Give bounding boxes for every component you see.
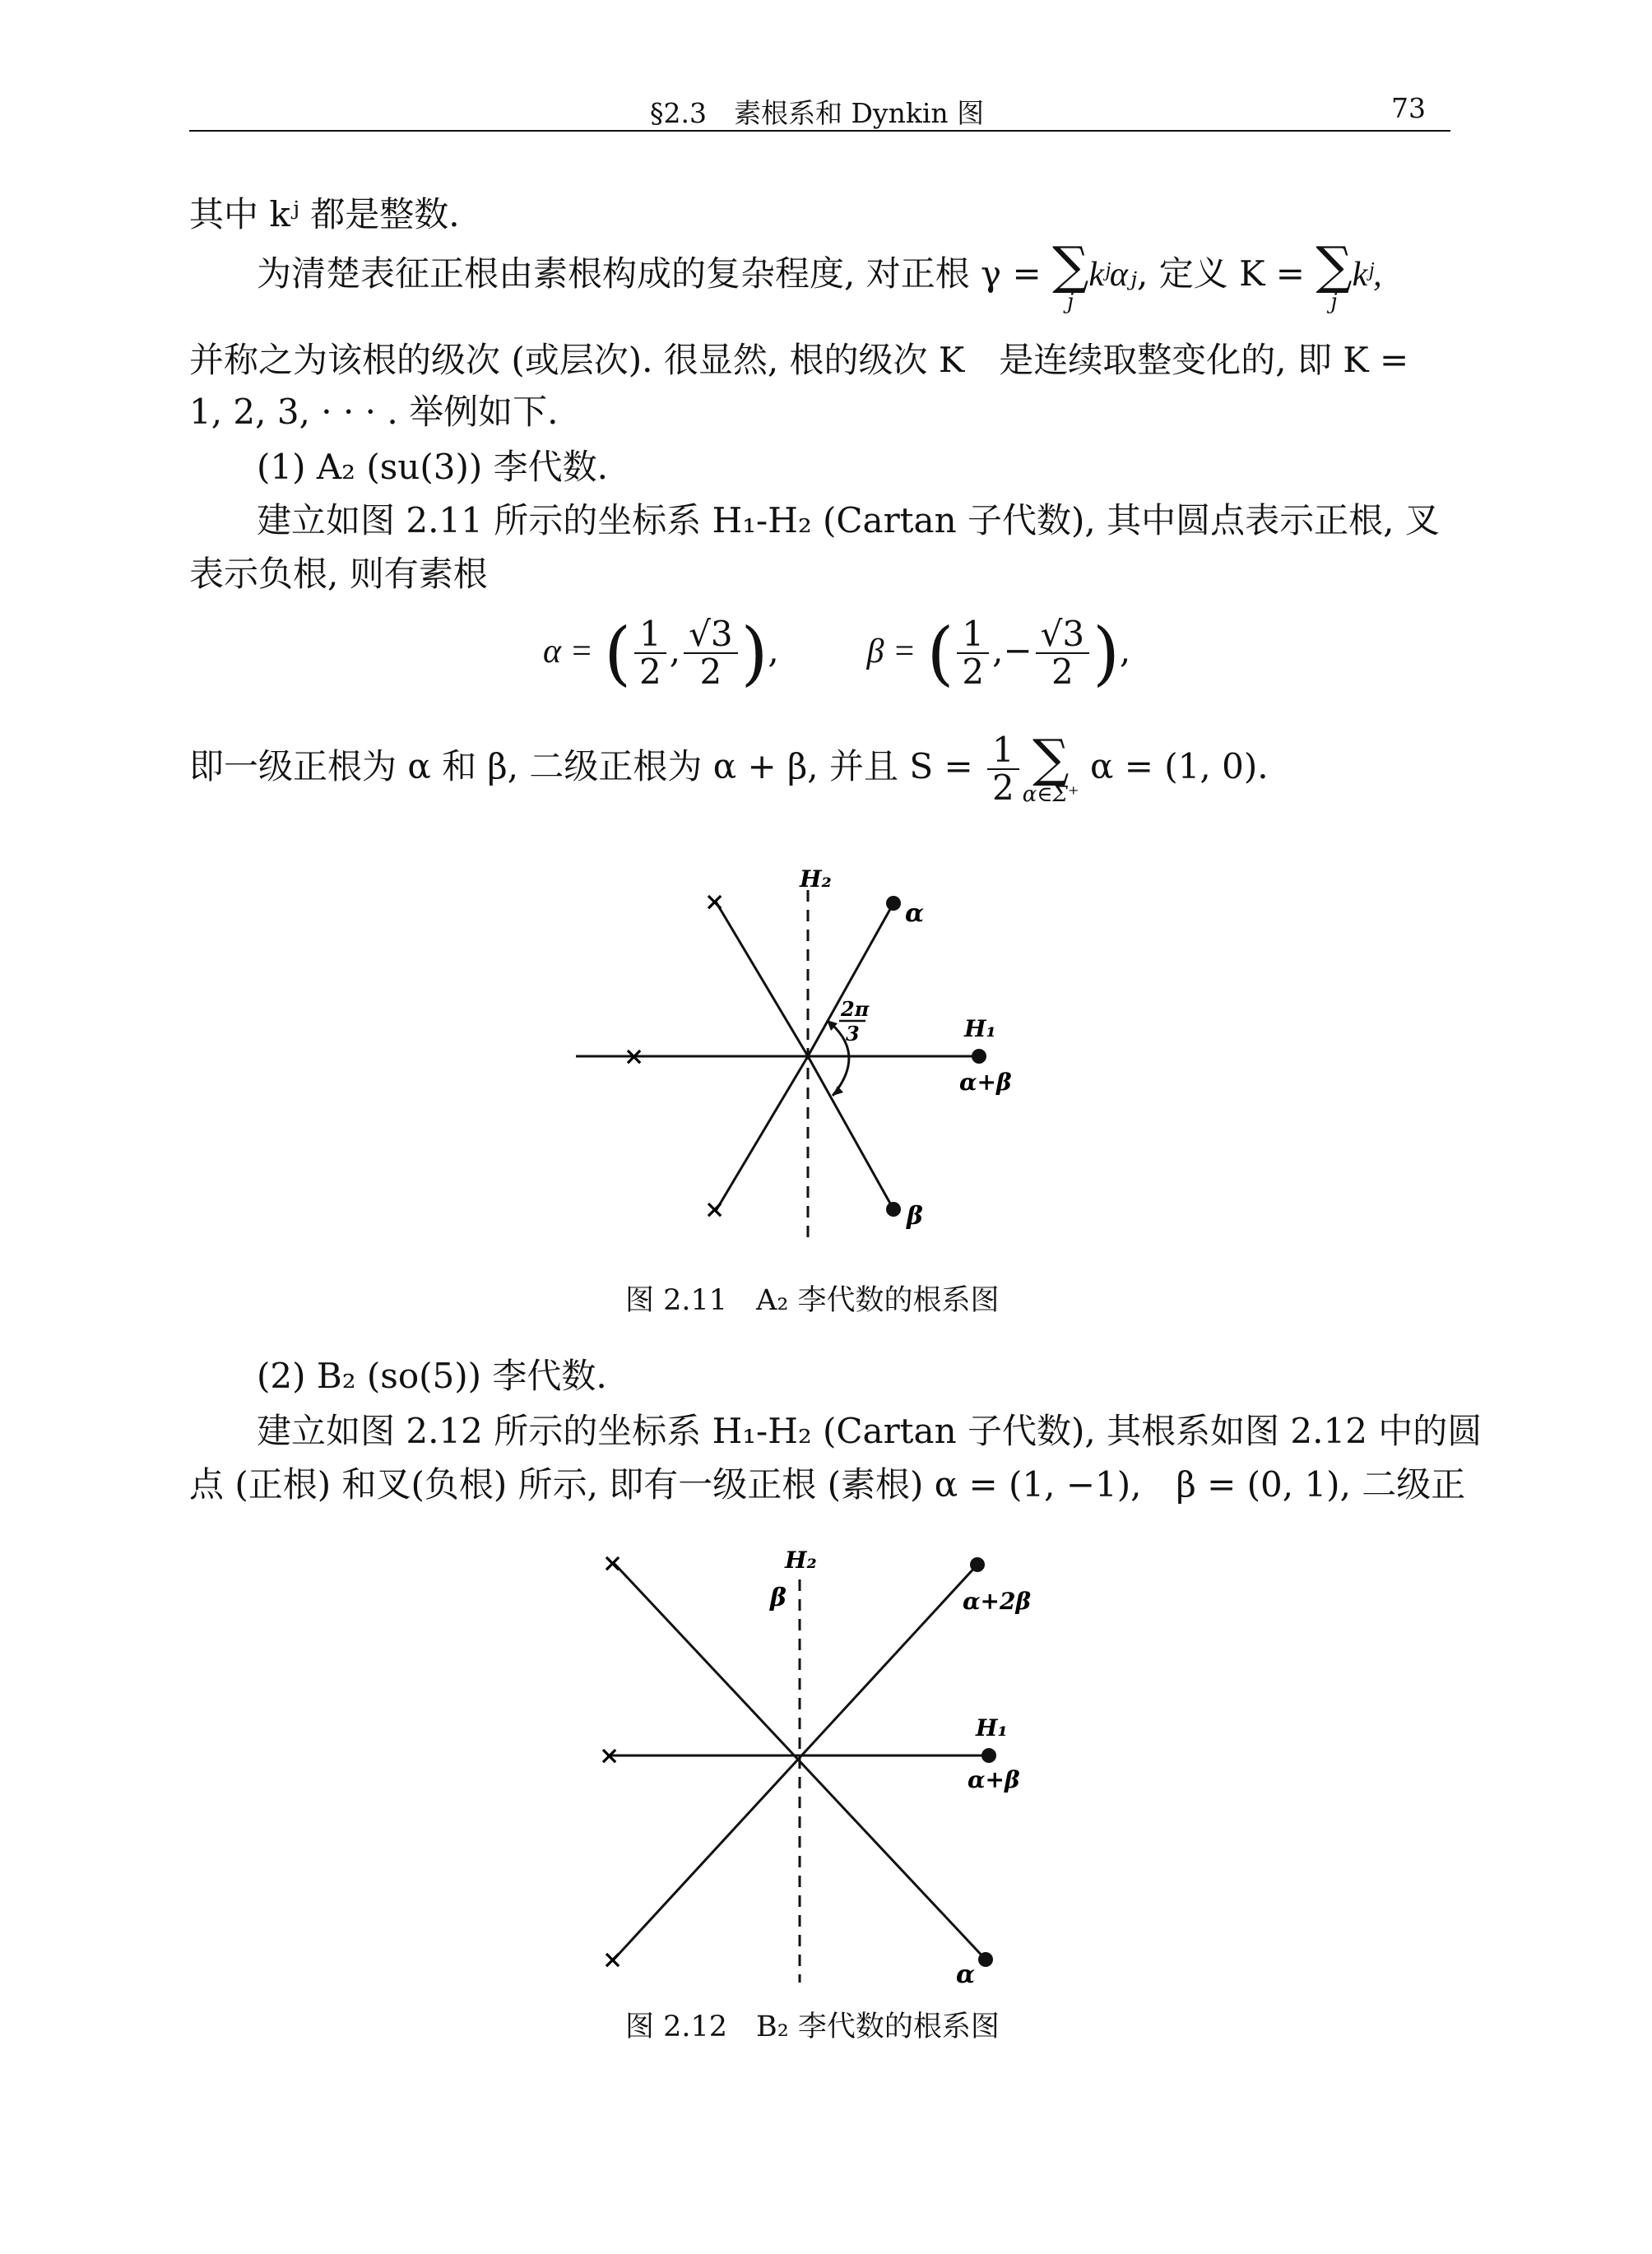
arc-head-bottom — [833, 1086, 843, 1096]
neg-root-mark: × — [704, 1195, 726, 1224]
sum-symbol-2: ∑ j — [1316, 235, 1353, 314]
paragraph-line-5: (1) A₂ (su(3)) 李代数. — [257, 447, 608, 487]
neg-root-mark: × — [624, 1042, 645, 1071]
sum-symbol: ∑ j — [1052, 235, 1089, 314]
paragraph-line-10: 建立如图 2.12 所示的坐标系 H₁-H₂ (Cartan 子代数), 其根系如图 2.12 中的圆 — [257, 1411, 1483, 1451]
eq-text-pre: 为清楚表征正根由素根构成的复杂程度, 对正根 γ = — [257, 253, 1053, 294]
alpha-label: α — [956, 1960, 976, 1989]
neg-root-mark: × — [602, 1946, 624, 1974]
alpha-plus-beta-label: α+β — [959, 1069, 1012, 1096]
neg-alpha-line — [716, 1056, 808, 1211]
neg-root-mark: × — [704, 888, 726, 916]
alpha-root-dot — [886, 896, 901, 911]
angle-numerator: 2π — [841, 997, 870, 1021]
angle-denominator: 3 — [846, 1022, 860, 1046]
header-title: §2.3 素根系和 Dynkin 图 — [650, 97, 985, 129]
eq-term-2: kʲ, — [1352, 256, 1382, 294]
page-number: 73 — [1391, 92, 1426, 124]
alpha-plus-beta-dot — [981, 1748, 996, 1763]
paragraph-line-6: 建立如图 2.11 所示的坐标系 H₁-H₂ (Cartan 子代数), 其中圆点表示正根, 叉 — [257, 500, 1440, 540]
alpha-label: α — [905, 899, 925, 928]
alpha-root-dot — [978, 1952, 993, 1967]
paragraph-line-7: 表示负根, 则有素根 — [189, 554, 488, 594]
eq-term: kʲαⱼ — [1088, 256, 1138, 294]
beta-label: β — [907, 1202, 923, 1231]
alpha-plus-2beta-label: α+2β — [963, 1588, 1032, 1615]
beta-label: β — [770, 1584, 787, 1612]
neg-beta-line — [716, 902, 808, 1056]
paragraph-line-1: 其中 kʲ 都是整数. — [189, 194, 460, 234]
h1-label: H₁ — [976, 1714, 1008, 1742]
equation-simple-roots: α = ( $\frac{1}{2}$ , $\frac{√3}{2}$ ), β = ( $\frac{1}{2}$ ,− $\frac{√3}{2}$ ), — [543, 613, 1131, 693]
neg-root-mark: × — [602, 1549, 624, 1578]
neg-root-mark: × — [599, 1742, 620, 1770]
paragraph-line-4: 1, 2, 3, · · · . 举例如下. — [189, 392, 559, 432]
running-header — [189, 92, 1450, 132]
h2-label: H₂ — [800, 865, 832, 893]
alpha-plus-2beta-diagonal — [614, 1565, 977, 1959]
paragraph-line-2 — [257, 235, 1382, 314]
alpha-plus-2beta-dot — [970, 1557, 985, 1572]
alpha-plus-beta-label: α+β — [968, 1766, 1020, 1793]
alpha-plus-beta-dot — [972, 1049, 986, 1064]
figure-a2-root-system — [576, 856, 1037, 1259]
paragraph-line-11: 点 (正根) 和叉(负根) 所示, 即有一级正根 (素根) α = (1, −1), β = (0, 1), 二级正 — [189, 1464, 1466, 1505]
beta-root-dot — [886, 1202, 901, 1217]
paragraph-line-3: 并称之为该根的级次 (或层次). 很显然, 根的级次 K 是连续取整变化的, 即 K = — [189, 340, 1409, 380]
h2-label: H₂ — [785, 1547, 817, 1574]
paragraph-line-8: 即一级正根为 α 和 β, 二级正根为 α + β, 并且 S = $\frac{1}{2}$ ∑ α∈Σ⁺ α = (1, 0). — [189, 728, 1269, 809]
figure-caption-2-11: 图 2.11 A₂ 李代数的根系图 — [625, 1284, 1000, 1317]
h1-label: H₁ — [964, 1015, 996, 1042]
beta-line — [808, 1056, 893, 1209]
eq-text-mid: , 定义 K = — [1137, 253, 1316, 294]
figure-b2-root-system — [584, 1538, 1045, 1999]
paragraph-line-9: (2) B₂ (so(5)) 李代数. — [257, 1356, 607, 1396]
figure-caption-2-12: 图 2.12 B₂ 李代数的根系图 — [625, 2011, 1000, 2043]
